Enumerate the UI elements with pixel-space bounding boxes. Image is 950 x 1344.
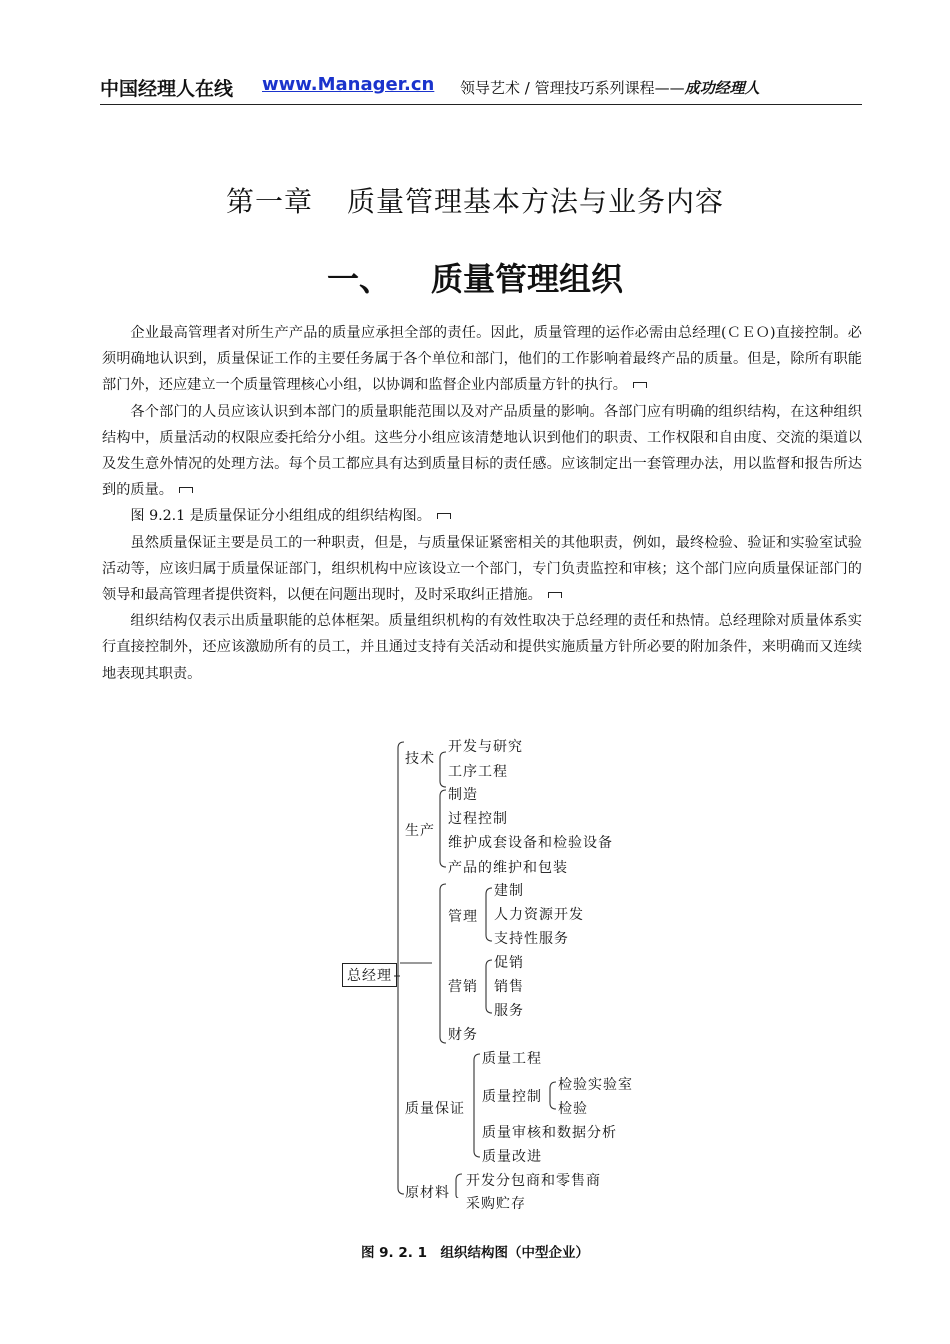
org-node-quality-control: 质量控制 — [482, 1089, 542, 1105]
org-leaf: 维护成套设备和检验设备 — [448, 835, 613, 851]
org-leaf: 销售 — [494, 979, 524, 995]
chapter-label: 第一章 — [225, 185, 313, 218]
org-chart — [320, 728, 740, 1212]
org-node-ceo: 总经理 — [342, 963, 397, 987]
org-leaf: 检验实验室 — [558, 1077, 633, 1093]
chapter-title — [0, 180, 950, 220]
body-text — [102, 320, 862, 687]
org-node-finance: 财务 — [448, 1027, 478, 1043]
org-node-management: 管理 — [448, 909, 478, 925]
figure-caption: 图 9. 2. 1 组织结构图（中型企业） — [360, 1245, 590, 1261]
section-title — [0, 254, 950, 300]
paragraph-mark-icon — [437, 513, 451, 519]
org-leaf: 建制 — [494, 883, 524, 899]
paragraph: 企业最高管理者对所生产产品的质量应承担全部的责任。因此，质量管理的运作必需由总经理(ＣＥＯ)直接控制。必须明确地认识到，质量保证工作的主要任务属于各个单位和部门，他们的工作影响着最终产品的质量。但是，除所有职能部门外，还应建立一个质量管理核心小组，以协调和监督企业内部质量方针的执行。 — [102, 325, 862, 394]
org-leaf: 产品的维护和包装 — [448, 860, 568, 876]
paragraph: 虽然质量保证主要是员工的一种职责，但是，与质量保证紧密相关的其他职责，例如，最终检验、验证和实验室试验活动等，应该归属于质量保证部门，组织机构中应该设立一个部门，专门负责监控和审核；这个部门应向质量保证部门的领导和最高管理者提供资料，以便在问题出现时，及时采取纠正措施。 — [102, 534, 862, 604]
chapter-name: 质量管理基本方法与业务内容 — [347, 185, 725, 218]
org-node-materials: 原材料 — [405, 1185, 450, 1201]
org-node-qa: 质量保证 — [405, 1101, 465, 1117]
page-header — [100, 74, 862, 105]
org-node-production: 生产 — [405, 823, 435, 839]
section-name: 质量管理组织 — [431, 260, 624, 298]
paragraph: 组织结构仅表示出质量职能的总体框架。质量组织机构的有效性取决于总经理的责任和热情。总经理除对质量体系实行直接控制外，还应该激励所有的员工，并且通过支持有关活动和提供实施质量方针所必要的附加条件，来明确而又连续地表现其职责。 — [102, 613, 862, 682]
org-leaf: 采购贮存 — [466, 1196, 526, 1212]
course-series-text: 领导艺术 / 管理技巧系列课程 — [460, 79, 655, 97]
org-leaf: 促销 — [494, 955, 524, 971]
org-leaf: 质量改进 — [482, 1149, 542, 1165]
org-leaf: 工序工程 — [448, 764, 508, 780]
header-dash: —— — [654, 79, 685, 97]
paragraph-mark-icon — [633, 382, 647, 388]
org-leaf: 制造 — [448, 787, 478, 803]
paragraph: 各个部门的人员应该认识到本部门的质量职能范围以及对产品质量的影响。各部门应有明确的组织结构，在这种组织结构中，质量活动的权限应委托给分小组。这些分小组应该清楚地认识到他们的职责、工作权限和自由度、交流的渠道以及发生意外情况的处理方法。每个员工都应具有达到质量目标的责任感。应该制定出一套管理办法，用以监督和报告所达到的质量。 — [102, 403, 862, 499]
paragraph-mark-icon — [179, 487, 193, 493]
course-series — [460, 77, 760, 98]
brand-name: 中国经理人在线 — [100, 78, 234, 100]
tagline: 成功经理人 — [684, 79, 760, 97]
paragraph: 图 9.2.1 是质量保证分小组组成的组织结构图。 — [102, 503, 862, 529]
org-leaf: 质量审核和数据分析 — [482, 1125, 617, 1141]
org-node-tech: 技术 — [405, 751, 435, 767]
org-leaf: 支持性服务 — [494, 931, 569, 947]
org-leaf: 人力资源开发 — [494, 907, 584, 923]
org-leaf: 质量工程 — [482, 1051, 542, 1067]
org-leaf: 服务 — [494, 1003, 524, 1019]
section-number: 一、 — [326, 260, 391, 298]
paragraph-mark-icon — [548, 592, 562, 598]
org-leaf: 检验 — [558, 1101, 588, 1117]
org-node-marketing: 营销 — [448, 979, 478, 995]
site-link[interactable]: www.Manager.cn — [262, 74, 435, 95]
org-leaf: 开发与研究 — [448, 739, 523, 755]
org-leaf: 过程控制 — [448, 811, 508, 827]
org-leaf: 开发分包商和零售商 — [466, 1173, 601, 1189]
